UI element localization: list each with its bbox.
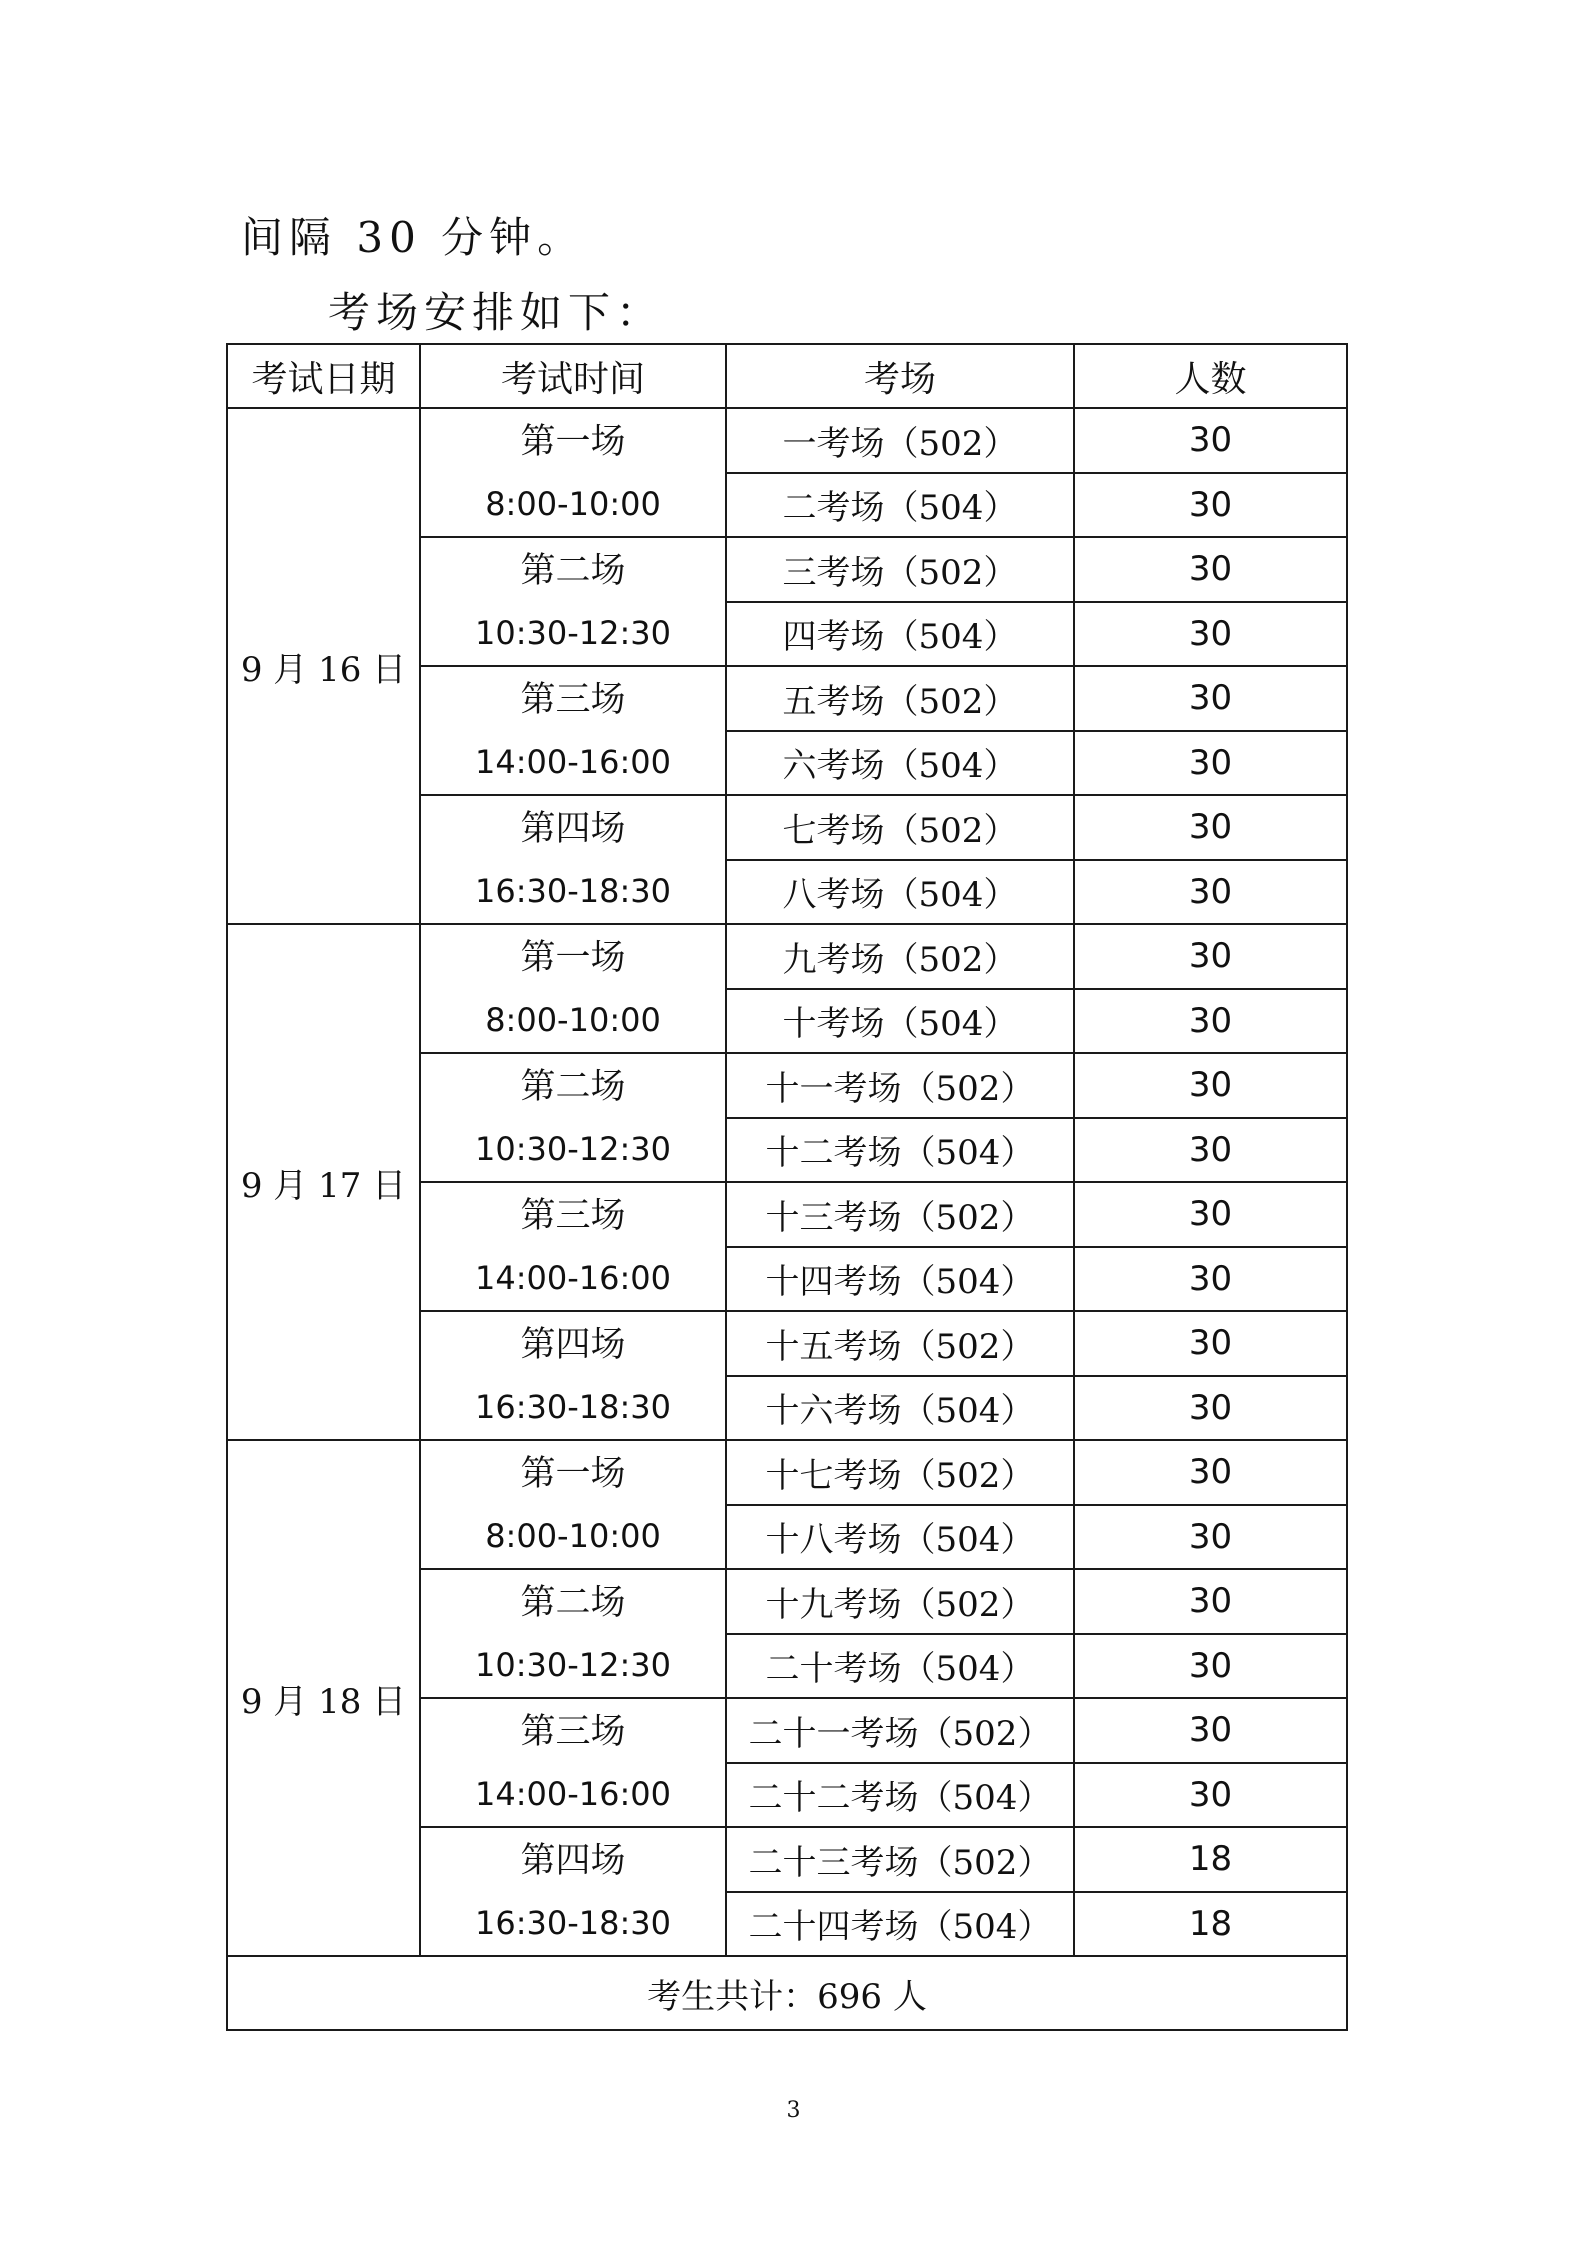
room-cell: 三考场（502） xyxy=(726,537,1074,602)
count-cell: 30 xyxy=(1074,1247,1347,1312)
total-cell: 考生共计：696 人 xyxy=(227,1956,1347,2030)
session-time: 14:00-16:00 xyxy=(475,1774,671,1813)
session-name: 第三场 xyxy=(520,679,626,720)
count-cell: 30 xyxy=(1074,860,1347,925)
table-row xyxy=(227,924,1347,989)
room-cell: 五考场（502） xyxy=(726,666,1074,731)
session-cell xyxy=(420,408,726,537)
count-cell: 30 xyxy=(1074,731,1347,796)
session-name: 第二场 xyxy=(520,1582,626,1623)
session-cell xyxy=(420,1698,726,1827)
count-cell: 30 xyxy=(1074,1569,1347,1634)
exam-date-cell: 9 月 18 日 xyxy=(227,1440,420,1956)
intro-line-2: 考场安排如下： xyxy=(328,288,665,337)
session-cell xyxy=(420,1569,726,1698)
count-cell: 18 xyxy=(1074,1827,1347,1892)
session-cell xyxy=(420,666,726,795)
exam-schedule-table xyxy=(226,343,1348,2031)
page-number: 3 xyxy=(786,2098,801,2123)
room-cell: 九考场（502） xyxy=(726,924,1074,989)
exam-date-cell: 9 月 17 日 xyxy=(227,924,420,1440)
count-cell: 30 xyxy=(1074,1118,1347,1183)
count-cell: 30 xyxy=(1074,924,1347,989)
session-cell xyxy=(420,537,726,666)
room-cell: 十六考场（504） xyxy=(726,1376,1074,1441)
count-cell: 30 xyxy=(1074,1182,1347,1247)
count-cell: 30 xyxy=(1074,1505,1347,1570)
session-cell xyxy=(420,924,726,1053)
room-cell: 二十三考场（502） xyxy=(726,1827,1074,1892)
session-time: 16:30-18:30 xyxy=(475,871,671,910)
count-cell: 30 xyxy=(1074,1763,1347,1828)
count-cell: 30 xyxy=(1074,1698,1347,1763)
count-cell: 30 xyxy=(1074,1440,1347,1505)
session-name: 第三场 xyxy=(520,1711,626,1752)
session-time: 14:00-16:00 xyxy=(475,742,671,781)
room-cell: 十八考场（504） xyxy=(726,1505,1074,1570)
room-cell: 二十考场（504） xyxy=(726,1634,1074,1699)
session-cell xyxy=(420,795,726,924)
session-time: 16:30-18:30 xyxy=(475,1387,671,1426)
exam-date-cell: 9 月 16 日 xyxy=(227,408,420,924)
count-cell: 30 xyxy=(1074,1053,1347,1118)
header-time: 考试时间 xyxy=(420,344,726,408)
session-time: 14:00-16:00 xyxy=(475,1258,671,1297)
count-cell: 30 xyxy=(1074,408,1347,473)
session-time: 10:30-12:30 xyxy=(475,1129,671,1168)
room-cell: 二十一考场（502） xyxy=(726,1698,1074,1763)
room-cell: 一考场（502） xyxy=(726,408,1074,473)
count-cell: 30 xyxy=(1074,1311,1347,1376)
session-name: 第四场 xyxy=(520,1324,626,1365)
session-cell xyxy=(420,1053,726,1182)
session-name: 第三场 xyxy=(520,1195,626,1236)
room-cell: 十五考场（502） xyxy=(726,1311,1074,1376)
header-count: 人数 xyxy=(1074,344,1347,408)
room-cell: 二考场（504） xyxy=(726,473,1074,538)
session-name: 第一场 xyxy=(520,421,626,462)
session-time: 8:00-10:00 xyxy=(485,1000,661,1039)
session-time: 8:00-10:00 xyxy=(485,1516,661,1555)
room-cell: 十二考场（504） xyxy=(726,1118,1074,1183)
count-cell: 30 xyxy=(1074,1376,1347,1441)
session-time: 10:30-12:30 xyxy=(475,1645,671,1684)
count-cell: 30 xyxy=(1074,1634,1347,1699)
count-cell: 30 xyxy=(1074,666,1347,731)
count-cell: 30 xyxy=(1074,989,1347,1054)
count-cell: 30 xyxy=(1074,473,1347,538)
room-cell: 四考场（504） xyxy=(726,602,1074,667)
session-name: 第二场 xyxy=(520,550,626,591)
session-time: 16:30-18:30 xyxy=(475,1903,671,1942)
total-row xyxy=(227,1956,1347,2030)
session-name: 第一场 xyxy=(520,937,626,978)
room-cell: 二十四考场（504） xyxy=(726,1892,1074,1957)
intro-line-1: 间隔 30 分钟。 xyxy=(241,213,586,262)
session-name: 第四场 xyxy=(520,1840,626,1881)
count-cell: 30 xyxy=(1074,795,1347,860)
session-cell xyxy=(420,1440,726,1569)
session-name: 第四场 xyxy=(520,808,626,849)
header-room: 考场 xyxy=(726,344,1074,408)
session-cell xyxy=(420,1182,726,1311)
room-cell: 八考场（504） xyxy=(726,860,1074,925)
room-cell: 十考场（504） xyxy=(726,989,1074,1054)
table-header-row xyxy=(227,344,1347,408)
session-name: 第二场 xyxy=(520,1066,626,1107)
table-row xyxy=(227,408,1347,473)
session-cell xyxy=(420,1311,726,1440)
count-cell: 18 xyxy=(1074,1892,1347,1957)
table-row xyxy=(227,1440,1347,1505)
room-cell: 十四考场（504） xyxy=(726,1247,1074,1312)
room-cell: 二十二考场（504） xyxy=(726,1763,1074,1828)
header-date: 考试日期 xyxy=(227,344,420,408)
session-time: 10:30-12:30 xyxy=(475,613,671,652)
count-cell: 30 xyxy=(1074,537,1347,602)
room-cell: 十七考场（502） xyxy=(726,1440,1074,1505)
session-name: 第一场 xyxy=(520,1453,626,1494)
room-cell: 六考场（504） xyxy=(726,731,1074,796)
session-cell xyxy=(420,1827,726,1956)
room-cell: 十三考场（502） xyxy=(726,1182,1074,1247)
room-cell: 七考场（502） xyxy=(726,795,1074,860)
room-cell: 十一考场（502） xyxy=(726,1053,1074,1118)
room-cell: 十九考场（502） xyxy=(726,1569,1074,1634)
count-cell: 30 xyxy=(1074,602,1347,667)
session-time: 8:00-10:00 xyxy=(485,484,661,523)
